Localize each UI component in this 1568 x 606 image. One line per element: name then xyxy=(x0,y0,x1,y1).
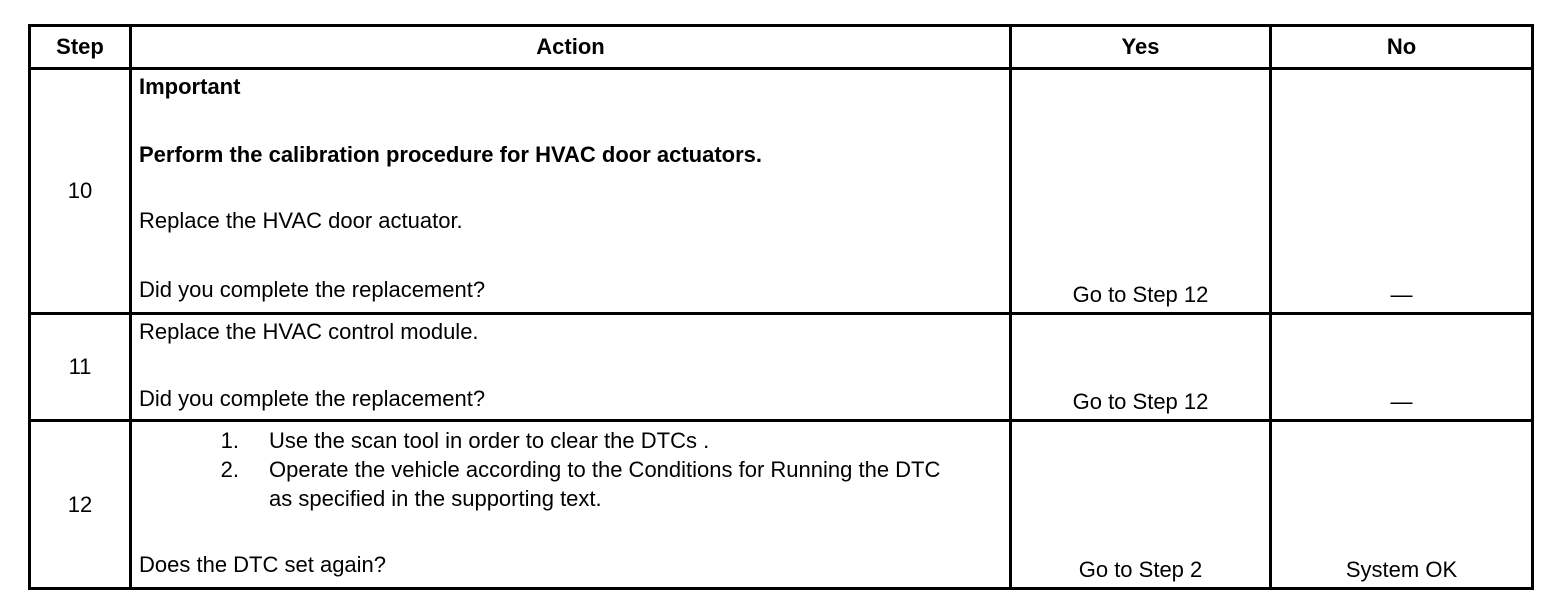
yes-header: Yes xyxy=(1011,26,1271,69)
no-cell: — xyxy=(1271,314,1533,421)
list-item xyxy=(139,455,1003,513)
instruction-text: Replace the HVAC control module. xyxy=(139,319,479,344)
instruction-text: Replace the HVAC door actuator. xyxy=(139,208,463,233)
question-text: Did you complete the replacement? xyxy=(139,277,486,302)
step-number: 12 xyxy=(30,421,131,589)
step-number: 11 xyxy=(30,314,131,421)
question-text: Does the DTC set again? xyxy=(139,552,387,577)
no-header: No xyxy=(1271,26,1533,69)
step-number: 10 xyxy=(30,69,131,314)
yes-cell: Go to Step 12 xyxy=(1011,314,1271,421)
table-row xyxy=(30,314,1533,421)
no-cell: — xyxy=(1271,69,1533,314)
important-label: Important xyxy=(139,74,241,99)
yes-cell: Go to Step 2 xyxy=(1011,421,1271,589)
no-cell: System OK xyxy=(1271,421,1533,589)
list-item xyxy=(139,426,1003,455)
question-text: Did you complete the replacement? xyxy=(139,386,486,411)
diagnostic-table xyxy=(28,24,1534,590)
important-text: Perform the calibration procedure for HVAC door actuators. xyxy=(139,142,763,167)
yes-cell: Go to Step 12 xyxy=(1011,69,1271,314)
action-cell xyxy=(131,421,1011,589)
header-row xyxy=(30,26,1533,69)
table-row xyxy=(30,421,1533,589)
action-cell xyxy=(131,314,1011,421)
step-header: Step xyxy=(30,26,131,69)
action-header: Action xyxy=(131,26,1011,69)
list-number: 1. xyxy=(220,428,239,453)
procedure-list xyxy=(139,426,1003,513)
list-number: 2. xyxy=(220,457,239,482)
table-row xyxy=(30,69,1533,314)
list-text-continued: as specified in the supporting text. xyxy=(269,486,602,511)
list-text: Use the scan tool in order to clear the DTCs . xyxy=(269,428,710,453)
action-cell xyxy=(131,69,1011,314)
list-text: Operate the vehicle according to the Conditions for Running the DTC xyxy=(269,457,941,482)
